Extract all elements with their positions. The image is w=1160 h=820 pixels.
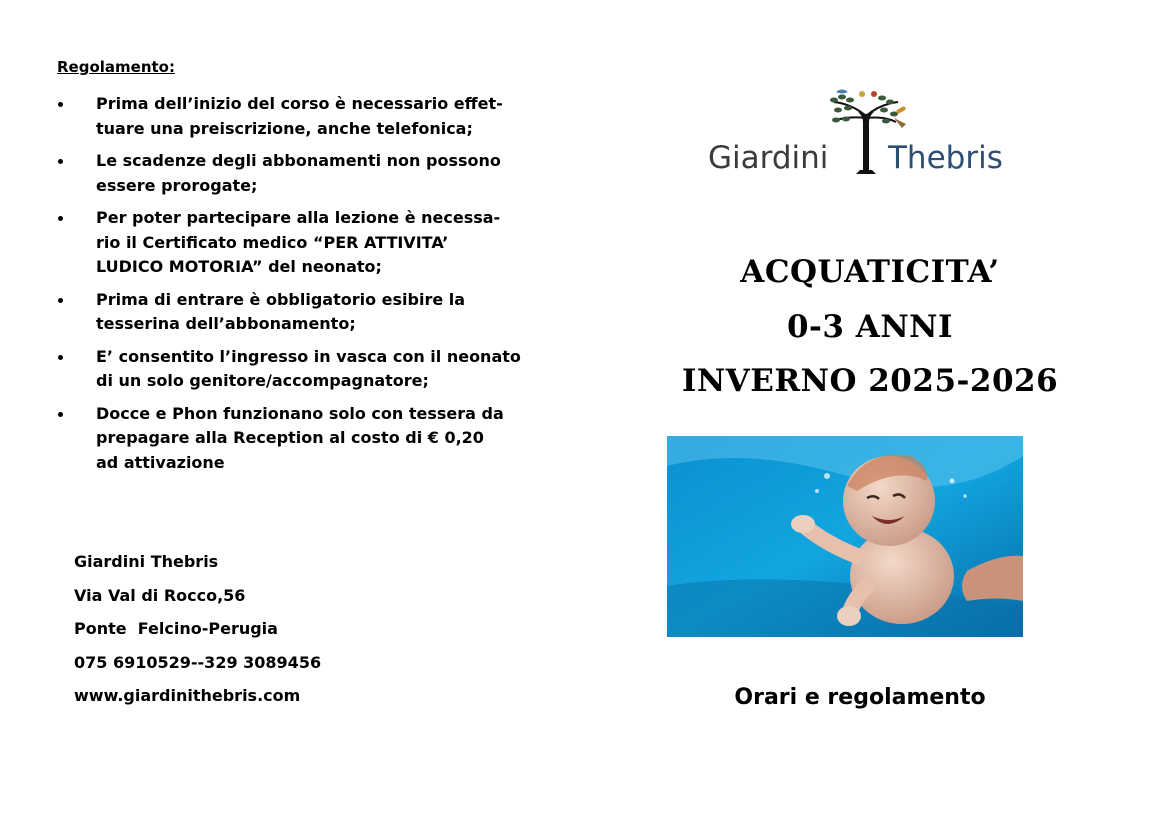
rules-heading: Regolamento: bbox=[57, 58, 175, 76]
photo-illustration bbox=[667, 436, 1023, 637]
rule-item bbox=[57, 149, 537, 198]
address-phone: 075 6910529--329 3089456 bbox=[74, 652, 322, 672]
bullet-icon bbox=[58, 102, 63, 107]
subtitle: Orari e regolamento bbox=[734, 685, 986, 710]
address-city: Ponte Felcino-Perugia bbox=[74, 619, 278, 638]
rule-text: Le scadenze degli abbonamenti non possono essere prorogate; bbox=[96, 151, 501, 195]
giardini-thebris-logo bbox=[708, 88, 1038, 184]
bullet-icon bbox=[58, 355, 63, 360]
rule-text: E’ consentito l’ingresso in vasca con il neonato di un solo genitore/accompagnatore; bbox=[96, 346, 521, 390]
rule-item bbox=[57, 92, 537, 141]
title-line-1: ACQUATICITA’ bbox=[740, 254, 1000, 290]
rule-text: Prima di entrare è obbligatorio esibire la tesserina dell’abbonamento; bbox=[96, 289, 466, 333]
title-line-3: INVERNO 2025-2026 bbox=[681, 363, 1059, 399]
bullet-icon bbox=[58, 412, 63, 417]
bullet-icon bbox=[58, 298, 63, 303]
address-street: Via Val di Rocco,56 bbox=[74, 585, 246, 605]
rule-item bbox=[57, 206, 537, 280]
baby-underwater-photo bbox=[667, 436, 1023, 637]
rule-item bbox=[57, 288, 537, 337]
title-line-2: 0-3 ANNI bbox=[786, 309, 954, 345]
address-name: Giardini Thebris bbox=[74, 552, 219, 571]
rule-text: Prima dell’inizio del corso è necessario effet- tuare una preiscrizione, anche telefonica; bbox=[96, 94, 503, 138]
rule-item bbox=[57, 402, 537, 476]
logo-word-thebris: Thebris bbox=[888, 140, 1003, 176]
rules-list bbox=[57, 92, 537, 483]
rule-text: Docce e Phon funzionano solo con tessera da prepagare alla Reception al costo di € 0,20 ad attivazione bbox=[96, 403, 504, 472]
address-website: www.giardinithebris.com bbox=[74, 686, 301, 705]
address-block bbox=[74, 552, 474, 720]
rule-text: Per poter partecipare alla lezione è necessa- rio il Certificato medico “PER ATTIVITA’ LUDICO MOTORIA” del neonato; bbox=[96, 208, 501, 276]
bullet-icon bbox=[58, 216, 63, 221]
rule-item bbox=[57, 345, 537, 394]
bullet-icon bbox=[58, 159, 63, 164]
logo-word-giardini: Giardini bbox=[708, 140, 829, 176]
